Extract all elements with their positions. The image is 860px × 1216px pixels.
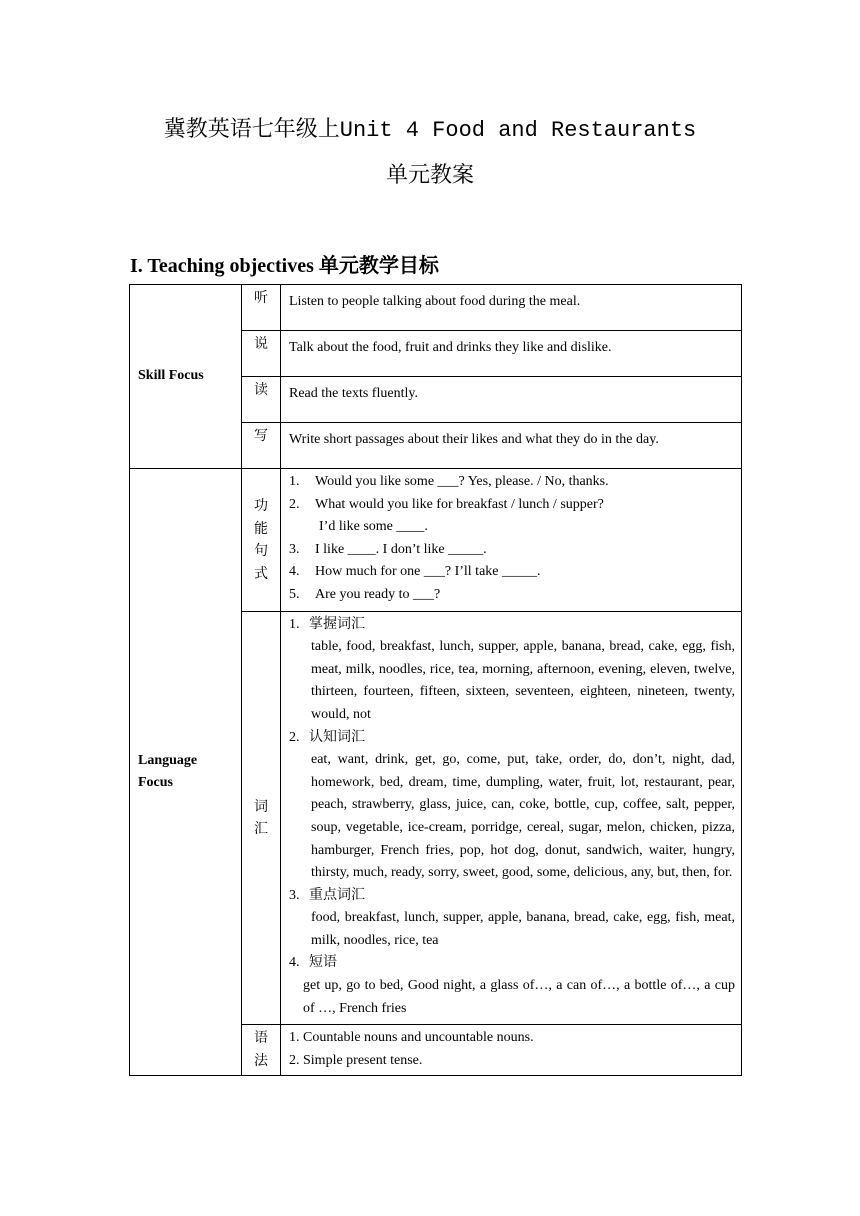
function-item bbox=[289, 471, 735, 494]
vocab-group-title bbox=[289, 885, 735, 908]
document-title bbox=[0, 112, 860, 143]
skill-text: Talk about the food, fruit and drinks they like and dislike. bbox=[281, 331, 742, 377]
item-number: 4. bbox=[289, 955, 300, 971]
title-english: Unit 4 Food and Restaurants bbox=[339, 118, 697, 143]
grammar-item: 2. Simple present tense. bbox=[289, 1052, 423, 1068]
objectives-table bbox=[129, 284, 742, 1076]
vocab-group-title bbox=[289, 614, 735, 637]
vocab-group-words: food, breakfast, lunch, supper, apple, banana, bread, cake, egg, fish, meat, milk, noodles, rice, tea bbox=[311, 910, 735, 948]
function-item bbox=[289, 539, 735, 562]
item-number: 2. bbox=[289, 496, 300, 512]
item-number: 5. bbox=[289, 586, 300, 602]
skill-text: Read the texts fluently. bbox=[281, 377, 742, 423]
cn-char: 法 bbox=[254, 1053, 268, 1069]
vocabulary-cn-label bbox=[242, 611, 281, 1025]
item-number: 2. bbox=[289, 729, 300, 745]
cn-char: 式 bbox=[254, 566, 268, 582]
item-text: How much for one ___? I’ll take _____. bbox=[315, 564, 541, 580]
item-number: 1. bbox=[289, 474, 300, 489]
item-text: Are you ready to ___? bbox=[315, 586, 441, 602]
vocab-group-words: eat, want, drink, get, go, come, put, take, order, do, don’t, night, dad, homework, bed, dream, time, dumpling, water, fruit, lot, restaurant, pear, peach, strawberry, glass, juice, can, coke, bottle, cup, coffee, salt, pepper, soup, vegetable, ice-cream, porridge, cereal, sugar, melon, chicken, pizza, hamburger, French fries, pop, hot dog, donut, sandwich, waiter, hungry, thirsty, much, ready, sorry, sweet, good, some, delicious, any, but, then, for. bbox=[311, 752, 735, 881]
functions-list bbox=[281, 469, 742, 612]
cn-char: 汇 bbox=[254, 822, 268, 838]
function-item bbox=[289, 584, 735, 607]
language-focus-line2: Focus bbox=[138, 775, 173, 791]
item-text: What would you like for breakfast / lunch / supper? bbox=[315, 496, 604, 512]
item-text: I’d like some ____. bbox=[319, 519, 428, 535]
language-focus-line1: Language bbox=[138, 752, 198, 768]
cn-char: 词 bbox=[254, 799, 268, 815]
skill-text: Listen to people talking about food during the meal. bbox=[281, 285, 742, 331]
item-text: Would you like some ___? Yes, please. / No, thanks. bbox=[315, 474, 609, 489]
language-focus-label bbox=[130, 469, 242, 1076]
skill-cn-label: 听 bbox=[242, 285, 281, 331]
item-text: I like ____. I don’t like _____. bbox=[315, 541, 487, 557]
document-subtitle: 单元教案 bbox=[385, 162, 474, 187]
grammar-cn-label bbox=[242, 1025, 281, 1076]
skill-row-listening bbox=[130, 285, 742, 331]
vocab-group-title bbox=[289, 727, 735, 750]
cn-char: 语 bbox=[254, 1031, 268, 1047]
cn-char: 能 bbox=[254, 521, 268, 537]
section-heading: I. Teaching objectives 单元教学目标 bbox=[130, 255, 439, 277]
item-number: 3. bbox=[289, 541, 300, 557]
grammar-list bbox=[281, 1025, 742, 1076]
functions-cn-label bbox=[242, 469, 281, 612]
function-item bbox=[289, 494, 735, 517]
item-number: 4. bbox=[289, 564, 300, 580]
skill-cn-label: 说 bbox=[242, 331, 281, 377]
vocabulary-list bbox=[281, 611, 742, 1025]
function-item bbox=[289, 516, 735, 539]
group-title: 短语 bbox=[309, 955, 337, 971]
skill-cn-label: 读 bbox=[242, 377, 281, 423]
function-item bbox=[289, 561, 735, 584]
phrase-words: get up, go to bed, Good night, a glass of…, a can of…, a bottle of…, a cup of …, French fries bbox=[303, 978, 735, 1016]
skill-cn-label: 写 bbox=[242, 423, 281, 469]
item-number: 1. bbox=[289, 616, 300, 632]
group-title: 认知词汇 bbox=[309, 729, 365, 745]
functions-row bbox=[130, 469, 742, 612]
group-title: 重点词汇 bbox=[309, 887, 365, 903]
vocab-group-words: table, food, breakfast, lunch, supper, apple, banana, bread, cake, egg, fish, meat, milk, noodles, rice, tea, morning, afternoon, evening, eleven, twelve, thirteen, fourteen, fifteen, sixteen, seventeen, eighteen, nineteen, twenty, would, not bbox=[311, 639, 735, 722]
cn-char: 功 bbox=[254, 499, 268, 515]
skill-text: Write short passages about their likes and what they do in the day. bbox=[281, 423, 742, 469]
skill-focus-label: Skill Focus bbox=[130, 285, 242, 469]
vocab-group-title bbox=[289, 952, 735, 975]
grammar-item: 1. Countable nouns and uncountable nouns. bbox=[289, 1030, 534, 1046]
group-title: 掌握词汇 bbox=[309, 616, 365, 632]
cn-char: 句 bbox=[254, 544, 268, 560]
item-number: 3. bbox=[289, 887, 300, 903]
title-chinese: 冀教英语七年级上 bbox=[163, 116, 340, 141]
